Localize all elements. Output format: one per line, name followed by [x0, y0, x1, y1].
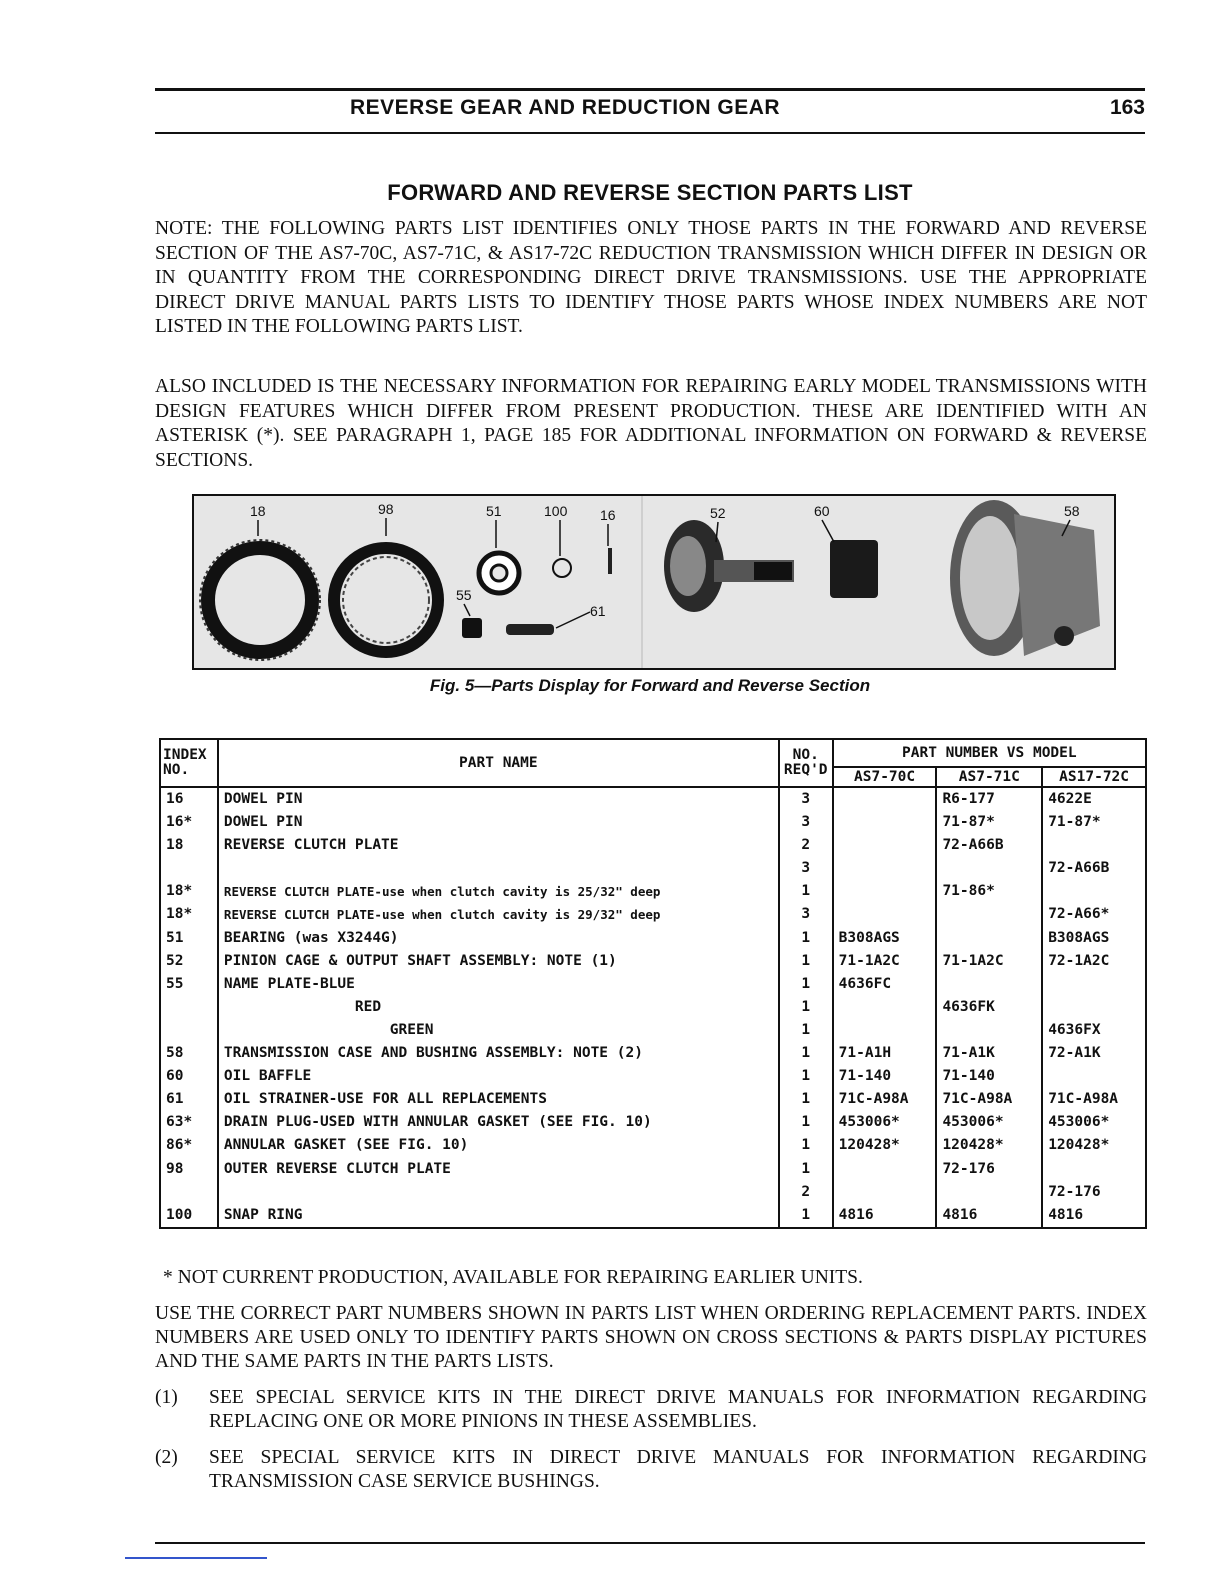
callout-18: 18 [250, 503, 266, 519]
callout-98: 98 [378, 501, 394, 517]
cell-qty: 1 [779, 1065, 833, 1088]
cell-model-3: 71C-A98A [1042, 1088, 1146, 1111]
running-head-title: REVERSE GEAR AND REDUCTION GEAR [349, 96, 781, 119]
cell-model-2: 120428* [936, 1134, 1042, 1157]
note-1-number: (1) [155, 1387, 178, 1408]
cell-index: 100 [160, 1204, 218, 1228]
cell-part-name: BEARING (was X3244G) [218, 927, 779, 950]
table-row [160, 1204, 1146, 1228]
cell-part-name: OIL STRAINER-USE FOR ALL REPLACEMENTS [218, 1088, 779, 1111]
cell-model-3: 72-176 [1042, 1158, 1146, 1204]
table-row [160, 1088, 1146, 1111]
cell-model-1: 4816 [833, 1204, 937, 1228]
header-qty: NO. REQ'D [779, 739, 833, 787]
section-title: FORWARD AND REVERSE SECTION PARTS LIST [387, 180, 913, 205]
also-included-paragraph: ALSO INCLUDED IS THE NECESSARY INFORMATION FOR REPAIRING EARLY MODEL TRANSMISSIONS WITH DESIGN FEATURES WHICH DIFFER FROM PRESENT PRODUCTION. THESE ARE IDENTIFIED WITH AN ASTERISK (*). SEE PARAGRAPH 1, PAGE 185 FOR ADDITIONAL INFORMATION ON FORWARD & REVERSE SECTIONS. [155, 376, 1147, 471]
ordering-paragraph: USE THE CORRECT PART NUMBERS SHOWN IN PARTS LIST WHEN ORDERING REPLACEMENT PARTS. INDEX NUMBERS ARE USED ONLY TO IDENTIFY PARTS SHOWN ON CROSS SECTIONS & PARTS DISPLAY PICTURES AND THE SAME PARTS IN THE PARTS LISTS. [155, 1303, 1147, 1372]
cell-index: 18* [160, 903, 218, 926]
cell-model-3: 72-A1K [1042, 1042, 1146, 1065]
cell-qty: 1 [779, 927, 833, 950]
cell-model-3: 4636FX [1042, 973, 1146, 1042]
cell-model-1: 4636FC [833, 973, 937, 1042]
cell-model-3: 4816 [1042, 1204, 1146, 1228]
callout-61: 61 [590, 603, 606, 619]
cell-model-1 [833, 903, 937, 926]
parts-display-figure [192, 494, 1116, 670]
cell-part-name: OIL BAFFLE [218, 1065, 779, 1088]
cell-model-2: 71-140 [936, 1065, 1042, 1088]
bottom-rule [155, 1542, 1145, 1544]
cell-model-1: 71-140 [833, 1065, 937, 1088]
callout-100: 100 [544, 503, 568, 519]
header-part-number-group: PART NUMBER VS MODEL [833, 739, 1146, 767]
cell-model-2: 4816 [936, 1204, 1042, 1228]
cell-qty: 2 3 [779, 834, 833, 880]
table-row [160, 950, 1146, 973]
table-row [160, 903, 1146, 926]
cell-model-3 [1042, 1065, 1146, 1088]
table-row [160, 811, 1146, 834]
header-model-3: AS17-72C [1042, 767, 1146, 787]
oil-strainer-drawing [506, 624, 554, 635]
cell-model-1: 120428* [833, 1134, 937, 1157]
header-model-1: AS7-70C [833, 767, 937, 787]
cell-part-name: NAME PLATE-BLUE RED GREEN [218, 973, 779, 1042]
cell-qty: 3 [779, 787, 833, 811]
cell-qty: 1 [779, 1042, 833, 1065]
note-2-number: (2) [155, 1447, 178, 1468]
cell-qty: 1 [779, 1111, 833, 1134]
cell-model-2: 71-A1K [936, 1042, 1042, 1065]
cell-model-2: R6-177 [936, 787, 1042, 811]
cell-qty: 1 2 [779, 1158, 833, 1204]
name-plate-drawing [462, 618, 482, 638]
cell-part-name: TRANSMISSION CASE AND BUSHING ASSEMBLY: NOTE (2) [218, 1042, 779, 1065]
cell-index: 98 [160, 1158, 218, 1204]
dowel-pin-drawing [608, 548, 612, 574]
cell-model-3: B308AGS [1042, 927, 1146, 950]
asterisk-footnote: * NOT CURRENT PRODUCTION, AVAILABLE FOR REPAIRING EARLIER UNITS. [163, 1267, 863, 1288]
cell-model-3: 72-A66B [1042, 834, 1146, 880]
callout-60: 60 [814, 503, 830, 519]
table-row [160, 973, 1146, 1042]
cell-index: 51 [160, 927, 218, 950]
cell-model-3: 72-A66* [1042, 903, 1146, 926]
cell-index: 63* [160, 1111, 218, 1134]
running-head [155, 96, 1145, 124]
header-model-2: AS7-71C [936, 767, 1042, 787]
table-row [160, 1065, 1146, 1088]
cell-part-name: DOWEL PIN [218, 787, 779, 811]
cell-part-name: SNAP RING [218, 1204, 779, 1228]
cell-qty: 1 [779, 1088, 833, 1111]
cell-model-1 [833, 787, 937, 811]
note-1-text: SEE SPECIAL SERVICE KITS IN THE DIRECT DRIVE MANUALS FOR INFORMATION REGARDING REPLACING ONE OR MORE PINIONS IN THESE ASSEMBLIES. [209, 1387, 1147, 1432]
callout-58: 58 [1064, 503, 1080, 519]
note-paragraph: NOTE: THE FOLLOWING PARTS LIST IDENTIFIES ONLY THOSE PARTS IN THE FORWARD AND REVERSE SECTION OF THE AS7-70C, AS7-71C, & AS17-72C REDUCTION TRANSMISSION WHICH DIFFER IN DESIGN OR IN QUANTITY FROM THE CORRESPONDING DIRECT DRIVE TRANSMISSIONS. USE THE APPROPRIATE DIRECT DRIVE MANUAL PARTS LISTS TO IDENTIFY THOSE PARTS WHOSE INDEX NUMBERS ARE NOT LISTED IN THE FOLLOWING PARTS LIST. [155, 218, 1147, 337]
callout-16: 16 [600, 507, 616, 523]
scan-edge-line [125, 1557, 267, 1559]
page-number: 163 [1109, 96, 1145, 119]
cell-index: 52 [160, 950, 218, 973]
parts-table [159, 738, 1147, 1229]
cell-model-2: 4636FK [936, 973, 1042, 1042]
cell-index: 18* [160, 880, 218, 903]
table-row [160, 1134, 1146, 1157]
cell-model-1: 453006* [833, 1111, 937, 1134]
oil-baffle-drawing [830, 540, 878, 598]
cell-part-name: REVERSE CLUTCH PLATE [218, 834, 779, 880]
cell-qty: 1 [779, 1204, 833, 1228]
cell-model-2 [936, 927, 1042, 950]
cell-model-1: 71-A1H [833, 1042, 937, 1065]
cell-model-1 [833, 811, 937, 834]
cell-model-1 [833, 880, 937, 903]
cell-model-2: 71C-A98A [936, 1088, 1042, 1111]
parts-display-illustration [194, 496, 1114, 668]
cell-part-name: DOWEL PIN [218, 811, 779, 834]
header-rule [155, 132, 1145, 134]
cell-qty: 1 [779, 880, 833, 903]
cell-index: 16* [160, 811, 218, 834]
cell-index: 60 [160, 1065, 218, 1088]
cell-part-name: REVERSE CLUTCH PLATE-use when clutch cavity is 29/32" deep [218, 903, 779, 926]
cell-part-name: ANNULAR GASKET (SEE FIG. 10) [218, 1134, 779, 1157]
cell-index: 55 [160, 973, 218, 1042]
cell-part-name: PINION CAGE & OUTPUT SHAFT ASSEMBLY: NOTE (1) [218, 950, 779, 973]
table-row [160, 1111, 1146, 1134]
cell-index: 18 [160, 834, 218, 880]
cell-part-name: OUTER REVERSE CLUTCH PLATE [218, 1158, 779, 1204]
table-row [160, 834, 1146, 880]
table-row [160, 880, 1146, 903]
note-2-text: SEE SPECIAL SERVICE KITS IN DIRECT DRIVE MANUALS FOR INFORMATION REGARDING TRANSMISSION CASE SERVICE BUSHINGS. [209, 1447, 1147, 1492]
cell-model-2: 71-86* [936, 880, 1042, 903]
cell-model-1 [833, 1158, 937, 1204]
cell-qty: 1 [779, 1134, 833, 1157]
cell-model-1: 71C-A98A [833, 1088, 937, 1111]
cell-model-2: 71-87* [936, 811, 1042, 834]
cell-model-3: 71-87* [1042, 811, 1146, 834]
callout-51: 51 [486, 503, 502, 519]
top-rule [155, 88, 1145, 91]
cell-model-1: 71-1A2C [833, 950, 937, 973]
header-part-name: PART NAME [218, 739, 779, 787]
cell-part-name: REVERSE CLUTCH PLATE-use when clutch cavity is 25/32" deep [218, 880, 779, 903]
cell-model-2: 71-1A2C [936, 950, 1042, 973]
callout-52: 52 [710, 505, 726, 521]
cell-qty: 3 [779, 903, 833, 926]
figure-caption: Fig. 5—Parts Display for Forward and Reverse Section [429, 676, 871, 695]
table-row [160, 787, 1146, 811]
cell-model-2: 453006* [936, 1111, 1042, 1134]
cell-model-3: 4622E [1042, 787, 1146, 811]
cell-index: 16 [160, 787, 218, 811]
cell-qty: 3 [779, 811, 833, 834]
table-row [160, 1158, 1146, 1204]
cell-model-2: 72-176 [936, 1158, 1042, 1204]
callout-55: 55 [456, 587, 472, 603]
cell-index: 58 [160, 1042, 218, 1065]
cell-model-3: 120428* [1042, 1134, 1146, 1157]
cell-qty: 1 1 1 [779, 973, 833, 1042]
cell-index: 86* [160, 1134, 218, 1157]
cell-part-name: DRAIN PLUG-USED WITH ANNULAR GASKET (SEE FIG. 10) [218, 1111, 779, 1134]
header-index: INDEX NO. [160, 739, 218, 787]
cell-index: 61 [160, 1088, 218, 1111]
table-row [160, 1042, 1146, 1065]
cell-model-3: 453006* [1042, 1111, 1146, 1134]
cell-model-1 [833, 834, 937, 880]
table-row [160, 927, 1146, 950]
cell-model-3 [1042, 880, 1146, 903]
cell-model-2 [936, 903, 1042, 926]
cell-model-3: 72-1A2C [1042, 950, 1146, 973]
cell-qty: 1 [779, 950, 833, 973]
cell-model-1: B308AGS [833, 927, 937, 950]
cell-model-2: 72-A66B [936, 834, 1042, 880]
